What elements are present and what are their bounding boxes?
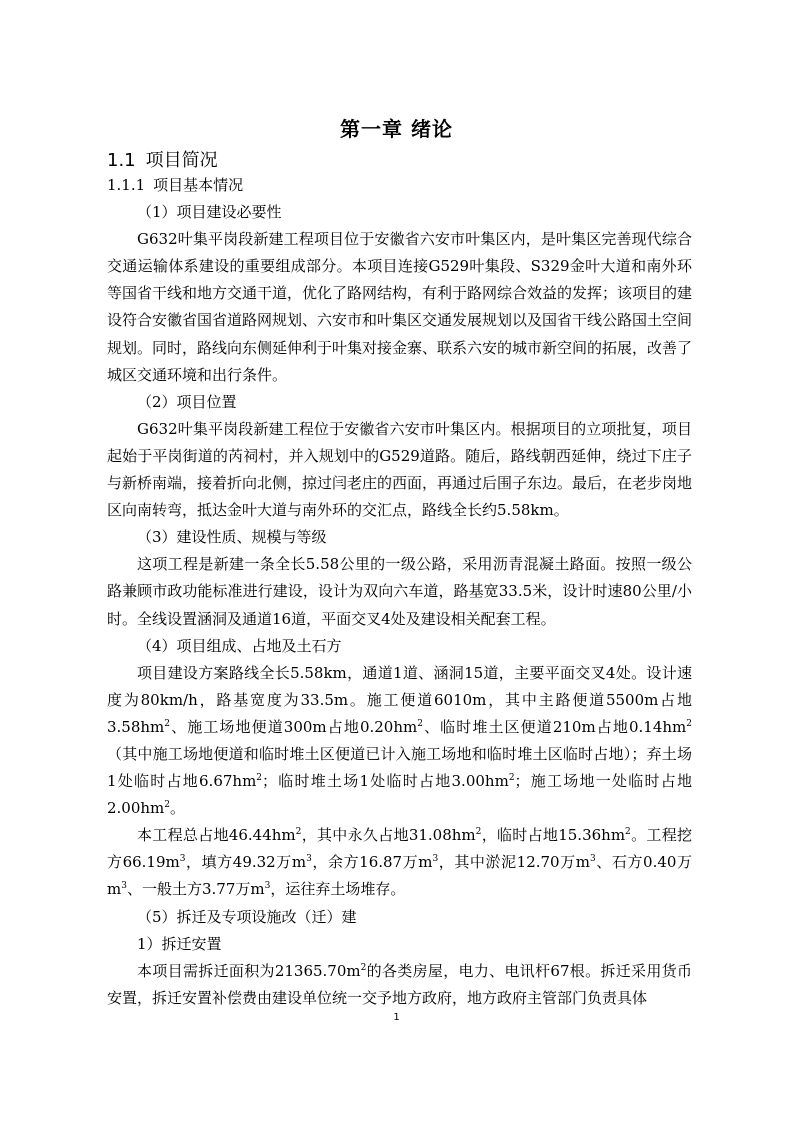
heading-composition: （4）项目组成、占地及土石方	[137, 636, 342, 655]
section-number: 1.1	[107, 150, 136, 171]
page-number: 1	[393, 1012, 400, 1023]
subsection-title: 项目基本情况	[153, 176, 244, 194]
heading-nature-scale: （3）建设性质、规模与等级	[137, 528, 327, 547]
heading-demolition: （5）拆迁及专项设施改（迁）建	[137, 907, 357, 926]
subsection-number: 1.1.1	[107, 176, 146, 194]
paragraph-land-earthwork: 本工程总占地$46.44hm^2$，其中永久占地$31.08hm^2$，临时占地$15.36hm^2$。工程挖方$66.19m^3$，填方49.32万$m^3$，余方16.87万$m^3$，其中淤泥12.70万$m^3$、石方0.40万$m^3$、一般土方3.77万$m^3$，运往弃土场堆存。	[107, 826, 692, 899]
paragraph-composition: 项目建设方案路线全长5.58km，通道1道、涵洞15道，主要平面交叉4处。设计速度为80km/h，路基宽度为33.5m。施工便道6010m，其中主路便道5500m占地$3.58hm^2$、施工场地便道300m占地$0.20hm^2$、临时堆土区便道210m占地$0.14hm^2$（其中施工场地便道和临时堆土区便道已计入施工场地和临时堆土区临时占地）；弃土场1处临时占地$6.67hm^2$；临时堆土场1处临时占地$3.00hm^2$；施工场地一处临时占地$2.00hm^2$。	[107, 663, 692, 818]
heading-necessity: （1）项目建设必要性	[137, 203, 282, 222]
section-title: 项目简况	[145, 150, 218, 171]
heading-resettlement: 1）拆迁安置	[137, 934, 222, 953]
paragraph-location: G632叶集平岗段新建工程位于安徽省六安市叶集区内。根据项目的立项批复，项目起始于平岗街道的芮祠村，并入规划中的G529道路。随后，路线朝西延伸，绕过下庄子与新桥南端，接着折向北侧，掠过闫老庄的西面，再通过后围子东边。最后，在老步岗地区向南转弯，抵达金叶大道与南外环的交汇点，路线全长约5.58km。	[107, 419, 693, 520]
subsection-heading	[107, 172, 692, 199]
heading-location: （2）项目位置	[137, 392, 237, 411]
section-heading	[107, 146, 218, 172]
body-text	[107, 172, 692, 1012]
paragraph-resettlement: 本项目需拆迁面积为$21365.70m^2$的各类房屋，电力、电讯杆67根。拆迁采用货币安置，拆迁安置补偿费由建设单位统一交予地方政府，地方政府主管部门负责具体	[107, 961, 692, 1007]
paragraph-necessity: G632叶集平岗段新建工程项目位于安徽省六安市叶集区内，是叶集区完善现代综合交通运输体系建设的重要组成部分。本项目连接G529叶集段、S329金叶大道和南外环等国省干线和地方交通干道，优化了路网结构，有利于路网综合效益的发挥；该项目的建设符合安徽省国省道路网规划、六安市和叶集区交通发展规划以及国省干线公路国土空间规划。同时，路线向东侧延伸利于叶集对接金寨、联系六安的城市新空间的拓展，改善了城区交通环境和出行条件。	[107, 230, 693, 384]
chapter-title: 第一章 绪论	[340, 117, 453, 141]
paragraph-nature-scale: 这项工程是新建一条全长5.58公里的一级公路，采用沥青混凝土路面。按照一级公路兼顾市政功能标准进行建设，设计为双向六车道，路基宽33.5米，设计时速80公里/小时。全线设置涵洞及通道16道，平面交叉4处及建设相关配套工程。	[107, 555, 692, 628]
